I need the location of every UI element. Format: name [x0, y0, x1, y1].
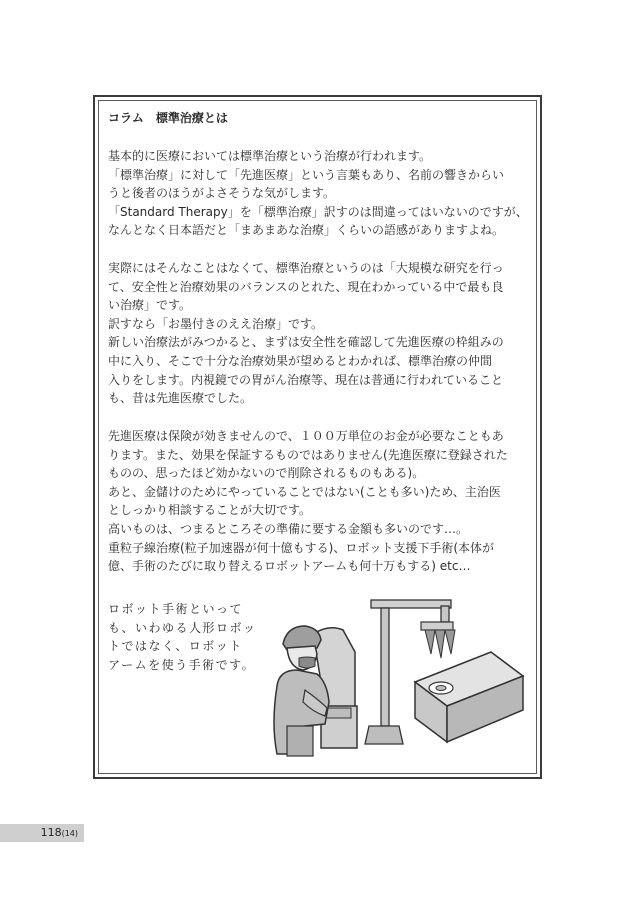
text-line: 中に入り、そこで十分な治療効果が望めるとわかれば、標準治療の仲間 — [108, 353, 493, 368]
text-line: 「標準治療」に対して「先進医療」という言葉もあり、名前の響きからい — [108, 167, 505, 182]
text-line: 訳すなら「お墨付きのええ治療」です。 — [108, 316, 324, 331]
text-line: て、安全性と治療効果のバランスのとれた、現在わかっている中で最も良 — [108, 279, 504, 294]
text-line: 億、手術のたびに取り替えるロボットアームも何十万もする) etc… — [108, 559, 471, 574]
text-line: としっかり相談することが大切です。 — [108, 503, 312, 518]
page-number: 118 — [40, 826, 62, 839]
text-line: 重粒子線治療(粒子加速器が何十億もする)、ロボット支援下手術(本体が — [108, 540, 495, 555]
text-line: 高いものは、つまるところその準備に要する金額も多いのです…。 — [108, 521, 469, 536]
text-line: 入りをします。内視鏡での胃がん治療等、現在は普通に行われていること — [108, 372, 504, 387]
text-line: 「Standard Therapy」を「標準治療」訳すのは間違ってはいないのですが、 — [108, 204, 528, 219]
column-title: コラム 標準治療とは — [108, 111, 228, 125]
text-line: 基本的に医療においては標準治療という治療が行われます。 — [108, 149, 432, 163]
illustration-caption — [108, 600, 258, 674]
paragraph-reality — [108, 259, 528, 408]
text-line: い治療」です。 — [108, 298, 192, 313]
text-line: うと後者のほうがよさそうな気がします。 — [108, 186, 336, 201]
text-line: 先進医療は保険が効きませんので、１００万単位のお金が必要なこともあ — [108, 429, 504, 443]
caption-line: トではなく、ロボット — [108, 639, 243, 654]
text-line: 実際にはそんなことはなくて、標準治療というのは「大規模な研究を行っ — [108, 261, 504, 275]
robotic-surgery-illustration — [265, 596, 525, 771]
caption-line: アームを使う手術です。 — [108, 657, 256, 672]
text-line: なんとなく日本語だと「まあまあな治療」くらいの語感がありますよね。 — [108, 223, 505, 238]
paragraph-advanced-care — [108, 427, 528, 576]
text-line: 新しい治療法がみつかると、まずは安全性を確認して先進医療の枠組みの — [108, 335, 504, 350]
text-line: ります。また、効果を保証するものではありません(先進医療に登録された — [108, 447, 508, 462]
text-line: も、昔は先進医療でした。 — [108, 391, 253, 406]
page-number-tab — [0, 824, 84, 842]
page-sub-number: (14) — [61, 829, 78, 838]
text-line: ものの、思ったほど効かないので削除されるものもある)。 — [108, 466, 425, 481]
text-line: あと、金儲けのためにやっていることではない(ことも多い)ため、主治医 — [108, 484, 501, 499]
caption-line: ロボット手術といって — [108, 602, 244, 616]
paragraph-intro — [108, 147, 528, 240]
caption-line: も、いわゆる人形ロボッ — [108, 620, 257, 635]
operating-table — [415, 652, 523, 742]
